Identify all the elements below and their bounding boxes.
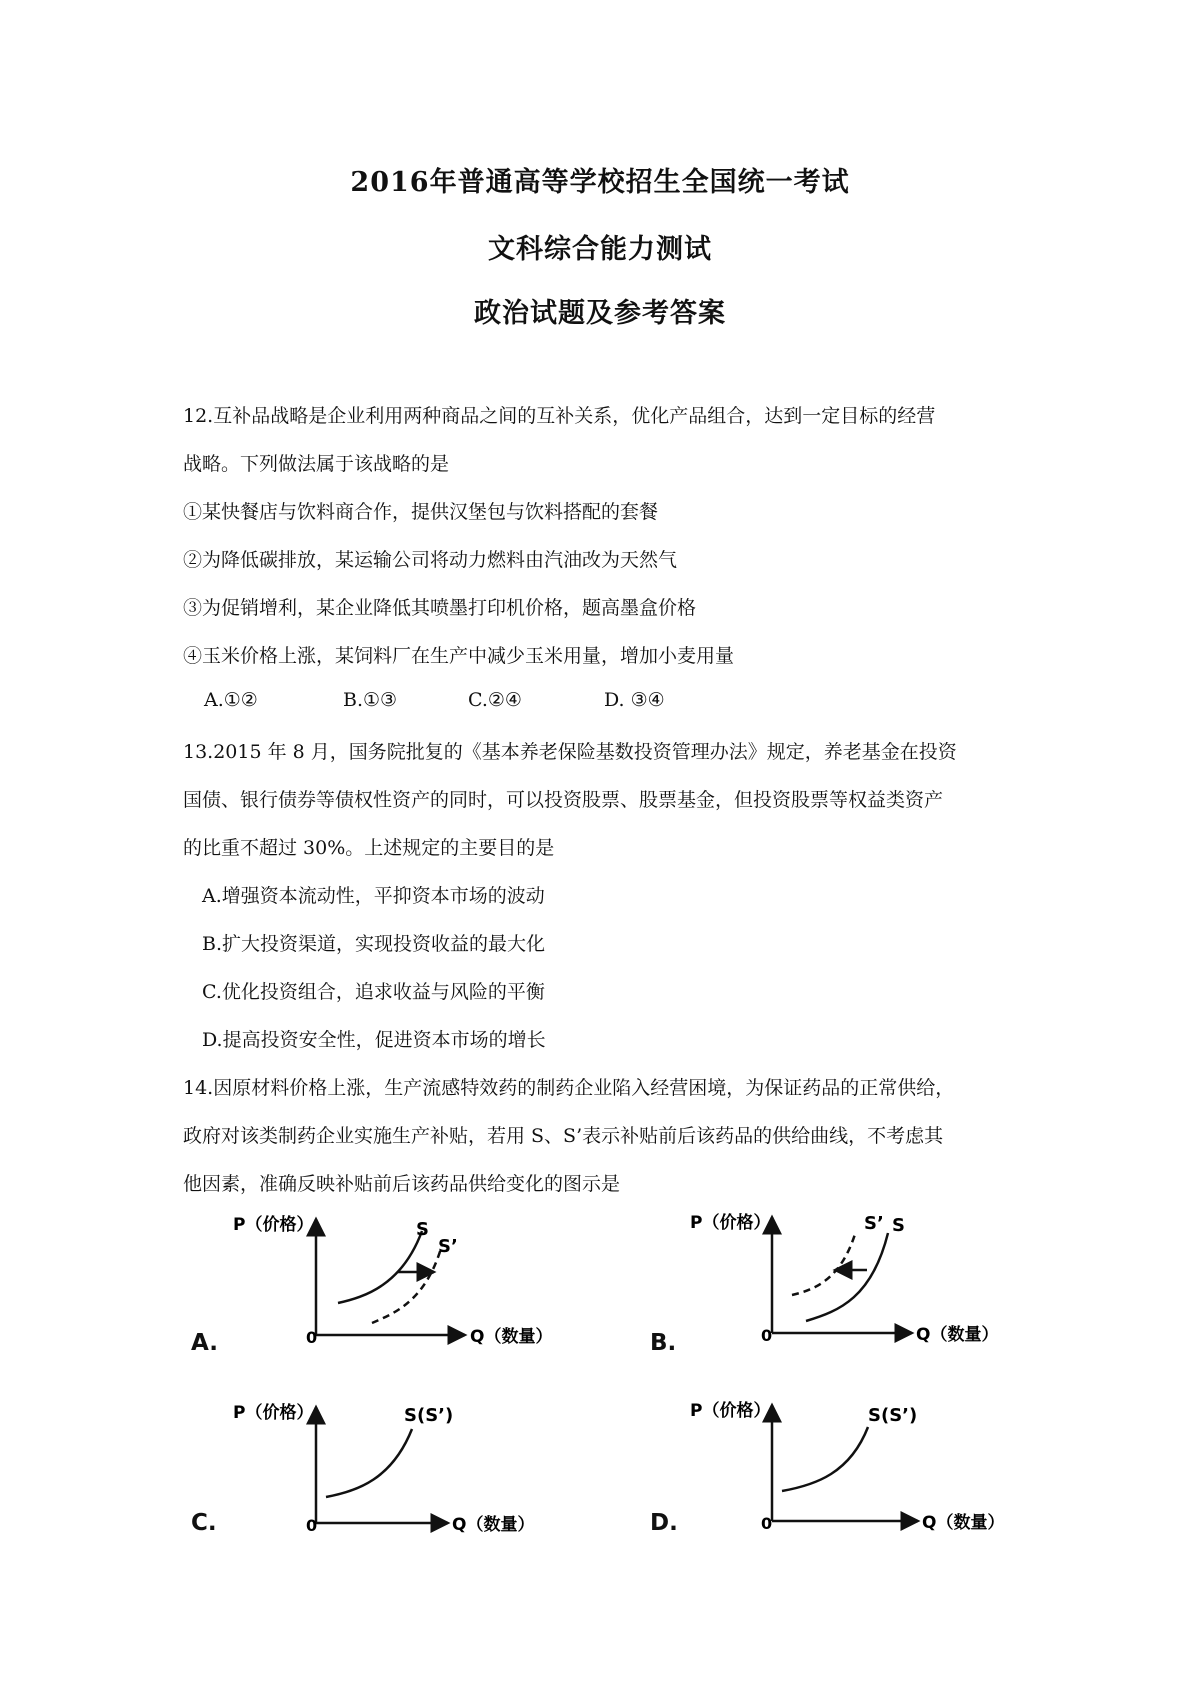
supply-curve-s-prime <box>792 1231 856 1295</box>
graph-c <box>230 1393 560 1543</box>
graph-a <box>230 1205 560 1355</box>
q12-stem-line-2: 战略。下列做法属于该战略的是 <box>183 453 450 475</box>
curve-s-prime-label: S’ <box>438 1236 458 1257</box>
q13-stem-line-1: 13.2015 年 8 月，国务院批复的《基本养老保险基数投资管理办法》规定，养老基金在投资 <box>183 741 957 763</box>
curve-s-prime-label: S’ <box>864 1213 884 1234</box>
origin-label: 0 <box>761 1326 773 1345</box>
q12-option-d: D. ③④ <box>604 689 665 711</box>
q14-stem-line-3: 他因素，准确反映补贴前后该药品供给变化的图示是 <box>183 1173 621 1195</box>
q13-stem-line-2: 国债、银行债券等债权性资产的同时，可以投资股票、股票基金，但投资股票等权益类资产 <box>183 789 944 811</box>
curve-label: S(S’) <box>404 1405 454 1426</box>
q13-stem-line-3: 的比重不超过 30%。上述规定的主要目的是 <box>183 837 555 859</box>
q12-stem-line-1: 12.互补品战略是企业利用两种商品之间的互补关系，优化产品组合，达到一定目标的经营 <box>183 405 936 427</box>
q12-item-3: ③为促销增利，某企业降低其喷墨打印机价格，题高墨盒价格 <box>183 597 697 619</box>
x-axis-label: Q（数量） <box>922 1513 1005 1533</box>
page-title: 2016年普通高等学校招生全国统一考试 <box>350 167 850 198</box>
q13-option-b: B.扩大投资渠道，实现投资收益的最大化 <box>202 933 546 955</box>
graph-d <box>690 1393 1020 1543</box>
q13-option-c: C.优化投资组合，追求收益与风险的平衡 <box>202 981 545 1003</box>
x-axis-label: Q（数量） <box>452 1515 535 1535</box>
q14-stem-line-2: 政府对该类制药企业实施生产补贴，若用 S、S’表示补贴前后该药品的供给曲线，不考虑其 <box>183 1125 944 1147</box>
curve-s-label: S <box>892 1215 905 1236</box>
curve-s-label: S <box>416 1219 429 1240</box>
origin-label: 0 <box>306 1516 318 1535</box>
graph-b <box>690 1205 1020 1355</box>
supply-curve-s <box>782 1427 868 1491</box>
supply-curve-s <box>338 1231 422 1303</box>
y-axis-label: P（价格） <box>690 1401 771 1421</box>
q13-option-a: A.增强资本流动性，平抑资本市场的波动 <box>202 885 545 907</box>
graph-c-label: C. <box>191 1510 217 1536</box>
q13-option-d: D.提高投资安全性，促进资本市场的增长 <box>202 1029 546 1051</box>
x-axis-label: Q（数量） <box>470 1327 553 1347</box>
y-axis-label: P（价格） <box>233 1403 314 1423</box>
q12-option-a: A.①② <box>204 689 258 711</box>
origin-label: 0 <box>306 1328 318 1347</box>
graph-b-label: B. <box>650 1330 677 1356</box>
supply-curve-s <box>806 1233 888 1321</box>
q12-option-c: C.②④ <box>468 689 522 711</box>
y-axis-label: P（价格） <box>233 1215 314 1235</box>
q12-item-4: ④玉米价格上涨，某饲料厂在生产中减少玉米用量，增加小麦用量 <box>183 645 735 667</box>
q12-item-2: ②为降低碳排放，某运输公司将动力燃料由汽油改为天然气 <box>183 549 678 571</box>
curve-label: S(S’) <box>868 1405 918 1426</box>
page-subtitle: 文科综合能力测试 <box>488 234 712 265</box>
graph-d-label: D. <box>650 1510 678 1536</box>
q14-stem-line-1: 14.因原材料价格上涨，生产流感特效药的制药企业陷入经营困境，为保证药品的正常供给， <box>183 1077 955 1099</box>
q12-option-b: B.①③ <box>343 689 398 711</box>
x-axis-label: Q（数量） <box>916 1325 999 1345</box>
supply-curve-s <box>326 1429 412 1497</box>
y-axis-label: P（价格） <box>690 1213 771 1233</box>
q12-item-1: ①某快餐店与饮料商合作，提供汉堡包与饮料搭配的套餐 <box>183 501 659 523</box>
page-subtitle-2: 政治试题及参考答案 <box>474 298 726 329</box>
graph-a-label: A. <box>191 1330 218 1356</box>
origin-label: 0 <box>761 1514 773 1533</box>
